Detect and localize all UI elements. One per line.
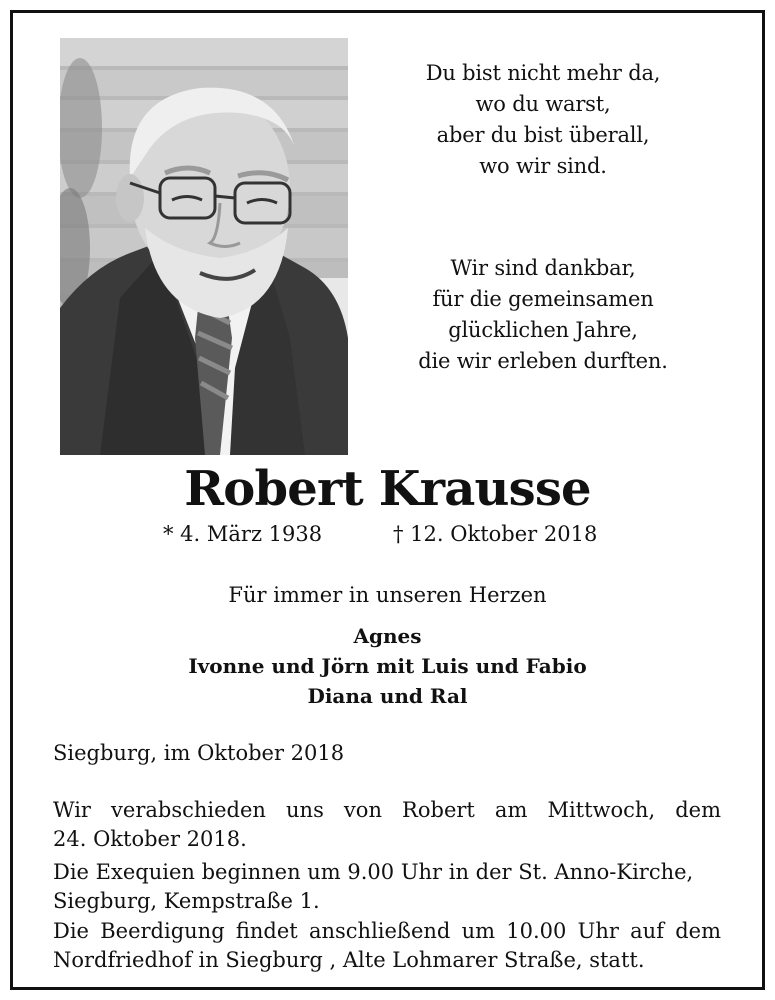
family-line: Ivonne und Jörn mit Luis und Fabio bbox=[188, 654, 587, 678]
farewell-line: 24. Oktober 2018. bbox=[53, 827, 247, 851]
farewell-text bbox=[53, 796, 721, 854]
poem-bottom bbox=[378, 253, 708, 377]
death-date: † 12. Oktober 2018 bbox=[393, 522, 598, 546]
exequien-line: Die Exequien beginnen um 9.00 Uhr in der St. Anno-Kirche, bbox=[53, 860, 694, 884]
obituary-frame bbox=[10, 10, 765, 990]
poem-top bbox=[378, 58, 708, 182]
motto: Für immer in unseren Herzen bbox=[228, 583, 547, 607]
deceased-name: Robert Krausse bbox=[184, 461, 591, 517]
farewell-line: Wir verabschieden uns von Robert am Mittwoch, dem bbox=[53, 798, 721, 822]
poem-line: glücklichen Jahre, bbox=[448, 318, 638, 342]
poem-line: die wir erleben durften. bbox=[418, 349, 668, 373]
burial-line: Nordfriedhof in Siegburg , Alte Lohmarer Straße, statt. bbox=[53, 948, 645, 972]
family-list bbox=[13, 621, 762, 711]
poem-line: Wir sind dankbar, bbox=[450, 256, 636, 280]
poem-line: wo du warst, bbox=[475, 92, 611, 116]
poem-line: für die gemeinsamen bbox=[432, 287, 654, 311]
portrait-photo bbox=[60, 38, 348, 455]
burial-line: Die Beerdigung findet anschließend um 10.00 Uhr auf dem bbox=[53, 919, 721, 943]
poem-line: wo wir sind. bbox=[479, 154, 607, 178]
exequien-text bbox=[53, 858, 721, 916]
poem-line: aber du bist überall, bbox=[436, 123, 650, 147]
place-date: Siegburg, im Oktober 2018 bbox=[53, 741, 345, 765]
burial-text bbox=[53, 917, 721, 975]
poem-line: Du bist nicht mehr da, bbox=[425, 61, 661, 85]
family-line: Diana und Ral bbox=[307, 684, 468, 708]
birth-date: * 4. März 1938 bbox=[163, 522, 323, 546]
exequien-line: Siegburg, Kempstraße 1. bbox=[53, 889, 320, 913]
family-line: Agnes bbox=[353, 624, 422, 648]
